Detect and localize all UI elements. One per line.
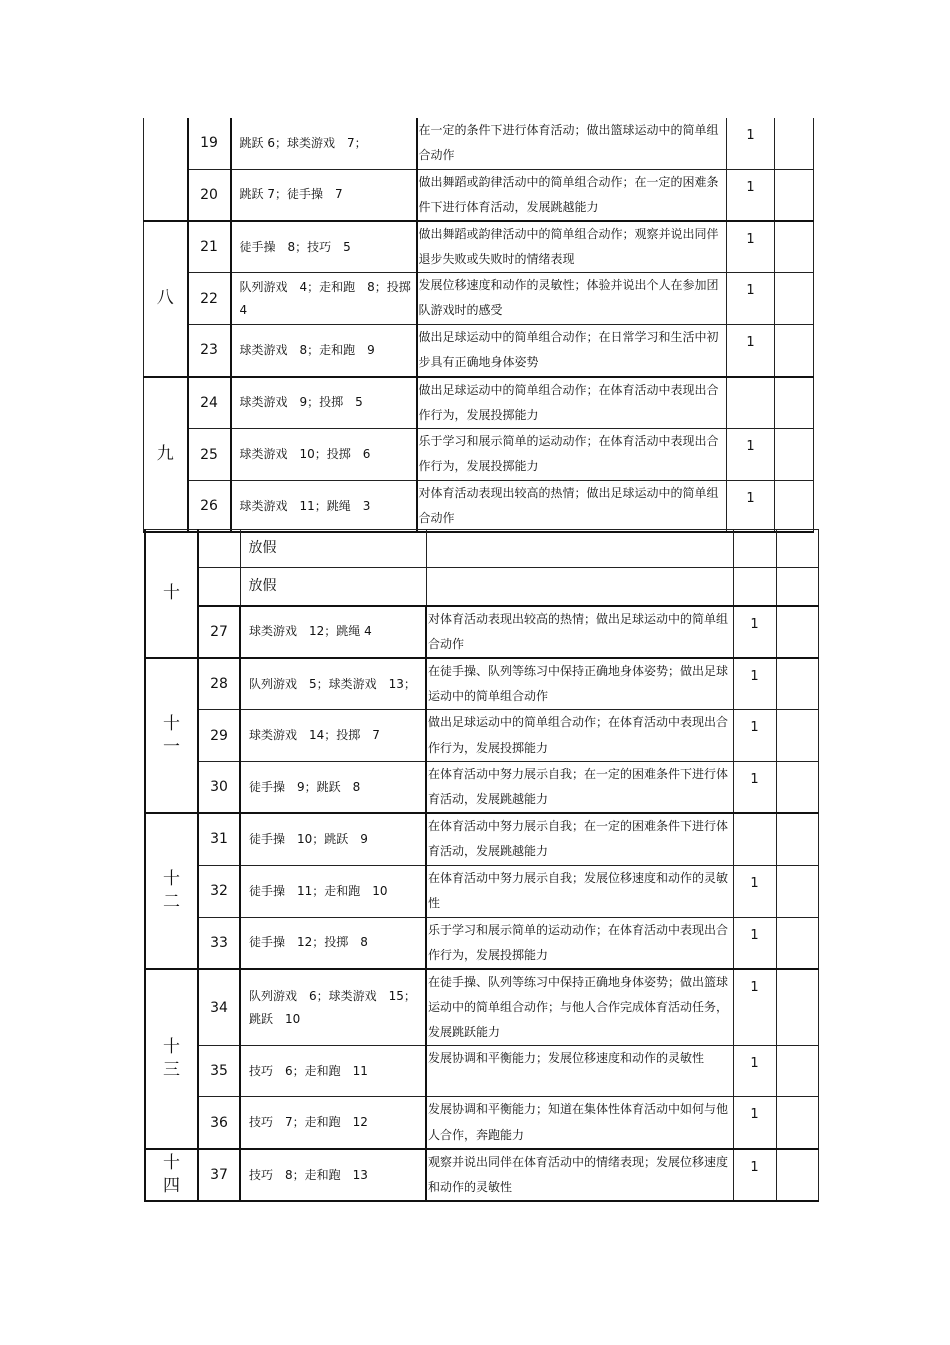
lesson-content: 技巧 8；走和跑 13: [240, 1149, 426, 1201]
week-label: 八: [156, 288, 174, 309]
week-label: 二: [163, 892, 180, 912]
table-row: [145, 917, 818, 969]
lesson-hours: 1: [733, 969, 776, 1046]
lesson-content: 跳跃 6；球类游戏 7；: [231, 118, 417, 169]
lesson-hours: 1: [727, 273, 775, 325]
lesson-content: 球类游戏 8；走和跑 9: [231, 325, 417, 377]
holiday-label: 放假: [240, 568, 426, 606]
lesson-hours: 1: [727, 118, 775, 169]
lesson-number: 37: [198, 1149, 240, 1201]
table-row: [145, 1149, 818, 1201]
week-cell: [145, 969, 198, 1149]
lesson-hours: 1: [727, 221, 775, 273]
week-cell: [145, 530, 198, 658]
notes-cell: [776, 606, 818, 658]
notes-cell: [776, 1046, 818, 1097]
week-cell: [144, 118, 188, 221]
lesson-number: 26: [188, 481, 231, 533]
notes-cell: [776, 761, 818, 813]
lesson-number: 20: [188, 169, 231, 221]
lesson-goal: 发展位移速度和动作的灵敏性；体验并说出个人在参加团队游戏时的感受: [417, 273, 727, 325]
lesson-goal: 在一定的条件下进行体育活动；做出篮球运动中的简单组合动作: [417, 118, 727, 169]
lesson-hours: [733, 530, 776, 568]
table-row: [145, 568, 818, 606]
week-label: 九: [156, 444, 174, 465]
table-row: [145, 658, 818, 710]
lesson-content: 球类游戏 9；投掷 5: [231, 377, 417, 429]
week-label: 十: [163, 869, 180, 890]
lesson-hours: 1: [727, 481, 775, 533]
lesson-content: 球类游戏 10；投掷 6: [231, 429, 417, 481]
lesson-hours: 1: [733, 710, 776, 761]
notes-cell: [775, 118, 814, 169]
week-label: 十: [163, 1153, 180, 1174]
table-row: [145, 1097, 818, 1149]
notes-cell: [776, 658, 818, 710]
week-cell: [145, 658, 198, 813]
lesson-content: 徒手操 10；跳跃 9: [240, 813, 426, 865]
table-row: [145, 865, 818, 917]
lesson-hours: 1: [733, 1149, 776, 1201]
notes-cell: [775, 481, 814, 533]
table-row: [145, 813, 818, 865]
lesson-goal: 做出足球运动中的简单组合动作；在体育活动中表现出合作行为，发展投掷能力: [426, 710, 733, 761]
week-cell: [145, 1149, 198, 1201]
week-label: 三: [163, 1059, 180, 1080]
week-label: 一: [163, 736, 180, 757]
table-row: [145, 606, 818, 658]
lesson-goal: 在徒手操、队列等练习中保持正确地身体姿势；做出足球运动中的简单组合动作: [426, 658, 733, 710]
lesson-number: 24: [188, 377, 231, 429]
lesson-goal: 发展协调和平衡能力；知道在集体性体育活动中如何与他人合作，奔跑能力: [426, 1097, 733, 1149]
lesson-content: 徒手操 11；走和跑 10: [240, 865, 426, 917]
lesson-goal: 在徒手操、队列等练习中保持正确地身体姿势；做出篮球运动中的简单组合动作；与他人合作完成体育活动任务，发展跳跃能力: [426, 969, 733, 1046]
notes-cell: [776, 1097, 818, 1149]
lesson-goal: 做出足球运动中的简单组合动作；在体育活动中表现出合作行为，发展投掷能力: [417, 377, 727, 429]
lesson-content: 队列游戏 5；球类游戏 13；: [240, 658, 426, 710]
table-row: [144, 221, 814, 273]
notes-cell: [776, 710, 818, 761]
lesson-goal: 做出舞蹈或韵律活动中的简单组合动作；观察并说出同伴退步失败或失败时的情绪表现: [417, 221, 727, 273]
lesson-number: 29: [198, 710, 240, 761]
holiday-label: 放假: [240, 530, 426, 568]
lesson-hours: 1: [733, 917, 776, 969]
lesson-goal: [426, 530, 733, 568]
notes-cell: [775, 325, 814, 377]
lesson-goal: 乐于学习和展示简单的运动动作；在体育活动中表现出合作行为，发展投掷能力: [417, 429, 727, 481]
table-row: [145, 969, 818, 1046]
lesson-goal: 在体育活动中努力展示自我；发展位移速度和动作的灵敏性: [426, 865, 733, 917]
lesson-number: 33: [198, 917, 240, 969]
table-row: [145, 1046, 818, 1097]
lesson-goal: 观察并说出同伴在体育活动中的情绪表现；发展位移速度和动作的灵敏性: [426, 1149, 733, 1201]
notes-cell: [776, 568, 818, 606]
week-cell: [144, 377, 188, 533]
lesson-content: 跳跃 7；徒手操 7: [231, 169, 417, 221]
lesson-number: 30: [198, 761, 240, 813]
lesson-number: 25: [188, 429, 231, 481]
notes-cell: [775, 169, 814, 221]
week-label: 四: [163, 1176, 180, 1196]
lesson-number: 23: [188, 325, 231, 377]
lesson-content: 徒手操 9；跳跃 8: [240, 761, 426, 813]
lesson-number: 32: [198, 865, 240, 917]
notes-cell: [775, 377, 814, 429]
lesson-number: [198, 530, 240, 568]
week-label: 十: [163, 582, 180, 603]
lesson-number: 27: [198, 606, 240, 658]
notes-cell: [775, 429, 814, 481]
week-label: 十: [163, 713, 180, 734]
lesson-content: 徒手操 8；技巧 5: [231, 221, 417, 273]
notes-cell: [776, 530, 818, 568]
lesson-goal: 对体育活动表现出较高的热情；做出足球运动中的简单组合动作: [426, 606, 733, 658]
lesson-goal: 在体育活动中努力展示自我；在一定的困难条件下进行体育活动，发展跳越能力: [426, 813, 733, 865]
schedule-table-bottom: [144, 529, 819, 1202]
notes-cell: [776, 917, 818, 969]
lesson-goal: 发展协调和平衡能力；发展位移速度和动作的灵敏性: [426, 1046, 733, 1097]
table-row: [144, 273, 814, 325]
lesson-hours: 1: [733, 865, 776, 917]
notes-cell: [776, 1149, 818, 1201]
lesson-hours: 1: [727, 325, 775, 377]
lesson-hours: [727, 377, 775, 429]
lesson-hours: 1: [733, 606, 776, 658]
lesson-goal: 对体育活动表现出较高的热情；做出足球运动中的简单组合动作: [417, 481, 727, 533]
lesson-hours: [733, 813, 776, 865]
lesson-hours: 1: [733, 761, 776, 813]
lesson-hours: [733, 568, 776, 606]
table-row: [144, 429, 814, 481]
notes-cell: [775, 273, 814, 325]
week-label: 十: [163, 1036, 180, 1057]
lesson-content: 队列游戏 6；球类游戏 15；跳跃 10: [240, 969, 426, 1046]
notes-cell: [776, 969, 818, 1046]
lesson-content: 队列游戏 4；走和跑 8；投掷 4: [231, 273, 417, 325]
lesson-hours: 1: [727, 169, 775, 221]
lesson-content: 技巧 6；走和跑 11: [240, 1046, 426, 1097]
lesson-hours: 1: [733, 658, 776, 710]
week-cell: [145, 813, 198, 969]
lesson-content: 徒手操 12；投掷 8: [240, 917, 426, 969]
table-row: [144, 325, 814, 377]
lesson-goal: [426, 568, 733, 606]
lesson-number: 36: [198, 1097, 240, 1149]
lesson-hours: 1: [733, 1097, 776, 1149]
table-row: [144, 481, 814, 533]
lesson-content: 球类游戏 12；跳绳 4: [240, 606, 426, 658]
lesson-goal: 乐于学习和展示简单的运动动作；在体育活动中表现出合作行为，发展投掷能力: [426, 917, 733, 969]
notes-cell: [776, 813, 818, 865]
table-row: [145, 761, 818, 813]
table-row: [144, 169, 814, 221]
lesson-content: 球类游戏 14；投掷 7: [240, 710, 426, 761]
table-row: [144, 377, 814, 429]
lesson-number: 28: [198, 658, 240, 710]
lesson-content: 球类游戏 11；跳绳 3: [231, 481, 417, 533]
lesson-number: 35: [198, 1046, 240, 1097]
week-cell: [144, 221, 188, 377]
lesson-number: 21: [188, 221, 231, 273]
table-row: [145, 710, 818, 761]
lesson-number: 31: [198, 813, 240, 865]
table-row: [144, 118, 814, 169]
notes-cell: [775, 221, 814, 273]
lesson-number: 19: [188, 118, 231, 169]
lesson-number: 22: [188, 273, 231, 325]
lesson-hours: 1: [733, 1046, 776, 1097]
schedule-table-top: [143, 118, 814, 533]
lesson-number: [198, 568, 240, 606]
lesson-goal: 做出舞蹈或韵律活动中的简单组合动作；在一定的困难条件下进行体育活动，发展跳越能力: [417, 169, 727, 221]
lesson-goal: 做出足球运动中的简单组合动作；在日常学习和生活中初步具有正确地身体姿势: [417, 325, 727, 377]
lesson-hours: 1: [727, 429, 775, 481]
lesson-goal: 在体育活动中努力展示自我；在一定的困难条件下进行体育活动，发展跳越能力: [426, 761, 733, 813]
notes-cell: [776, 865, 818, 917]
lesson-content: 技巧 7；走和跑 12: [240, 1097, 426, 1149]
table-row: [145, 530, 818, 568]
lesson-number: 34: [198, 969, 240, 1046]
